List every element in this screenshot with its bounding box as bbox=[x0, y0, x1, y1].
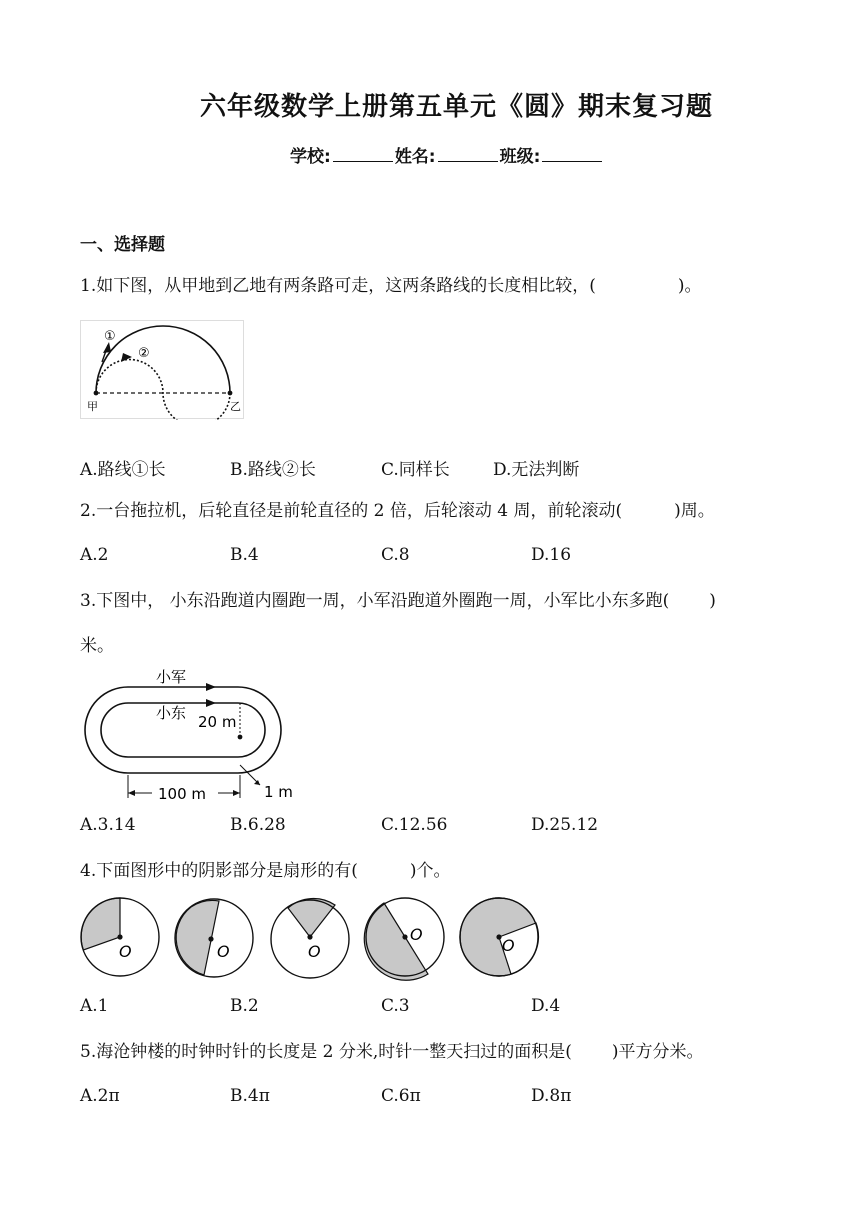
q2-option-d[interactable]: D.16 bbox=[531, 545, 572, 565]
svg-text:O: O bbox=[217, 942, 230, 961]
question-2-tail: )周。 bbox=[674, 501, 715, 521]
outer-track bbox=[85, 687, 281, 773]
svg-text:O: O bbox=[308, 942, 321, 961]
question-3-stem bbox=[80, 590, 716, 612]
length-label: 100 m bbox=[158, 785, 207, 803]
section-heading: 一、选择题 bbox=[80, 235, 165, 255]
svg-text:O: O bbox=[410, 925, 423, 944]
svg-text:O: O bbox=[502, 936, 515, 955]
route-figure bbox=[80, 320, 245, 420]
question-5-tail: )平方分米。 bbox=[611, 1042, 704, 1062]
end-point bbox=[228, 391, 233, 396]
question-5-text: 5.海沧钟楼的时钟时针的长度是 2 分米,时针一整天扫过的面积是( bbox=[80, 1042, 572, 1062]
school-blank bbox=[333, 145, 393, 162]
q1-option-b[interactable]: B.路线②长 bbox=[230, 460, 316, 480]
class-blank bbox=[542, 145, 602, 162]
question-4-tail: )个。 bbox=[409, 861, 451, 881]
q5-option-b[interactable]: B.4π bbox=[230, 1086, 270, 1106]
question-4-text: 4.下面图形中的阴影部分是扇形的有( bbox=[80, 861, 358, 881]
question-1-stem bbox=[80, 275, 702, 297]
start-label: 甲 bbox=[87, 400, 98, 413]
question-1-tail: )。 bbox=[677, 276, 702, 296]
outer-arrow bbox=[206, 683, 216, 691]
width-label: 1 m bbox=[264, 783, 293, 801]
outer-runner-label: 小军 bbox=[156, 668, 187, 686]
name-label: 姓名: bbox=[394, 147, 436, 167]
school-label: 学校: bbox=[290, 147, 331, 167]
inner-runner-label: 小东 bbox=[156, 704, 187, 722]
sector-circle-5 bbox=[460, 898, 538, 976]
question-3-text: 3.下图中， 小东沿跑道内圈跑一周，小军沿跑道外圈跑一周，小军比小东多跑( bbox=[80, 591, 670, 611]
question-2-stem bbox=[80, 500, 715, 522]
sector-circle-3 bbox=[271, 899, 349, 978]
q4-option-d[interactable]: D.4 bbox=[531, 996, 561, 1016]
start-point bbox=[94, 391, 99, 396]
track-center bbox=[238, 735, 243, 740]
radius-label: 20 m bbox=[198, 713, 237, 731]
inner-arrow bbox=[206, 699, 216, 707]
q3-option-a[interactable]: A.3.14 bbox=[80, 815, 136, 835]
q1-option-a[interactable]: A.路线①长 bbox=[80, 460, 166, 480]
q5-option-a[interactable]: A.2π bbox=[80, 1086, 120, 1106]
q4-option-c[interactable]: C.3 bbox=[381, 996, 410, 1016]
svg-text:O: O bbox=[119, 942, 132, 961]
q3-option-b[interactable]: B.6.28 bbox=[230, 815, 286, 835]
student-info bbox=[290, 142, 604, 167]
question-3-tail: ) bbox=[709, 591, 716, 611]
q4-option-b[interactable]: B.2 bbox=[230, 996, 259, 1016]
q2-option-a[interactable]: A.2 bbox=[80, 545, 109, 565]
page-title: 六年级数学上册第五单元《圆》期末复习题 bbox=[199, 92, 713, 122]
class-label: 班级: bbox=[499, 147, 541, 167]
question-3-unit: 米。 bbox=[80, 636, 114, 656]
sector-circle-4 bbox=[364, 898, 444, 980]
question-1-text: 1.如下图，从甲地到乙地有两条路可走，这两条路线的长度相比较，( bbox=[80, 276, 596, 296]
sector-figures bbox=[78, 893, 543, 983]
q1-option-c[interactable]: C.同样长 bbox=[381, 460, 450, 480]
question-4-stem bbox=[80, 860, 451, 882]
track-figure bbox=[78, 665, 303, 805]
question-2-text: 2.一台拖拉机，后轮直径是前轮直径的 2 倍，后轮滚动 4 周，前轮滚动( bbox=[80, 501, 623, 521]
q2-option-c[interactable]: C.8 bbox=[381, 545, 410, 565]
q1-option-d[interactable]: D.无法判断 bbox=[493, 460, 580, 480]
q3-option-d[interactable]: D.25.12 bbox=[531, 815, 599, 835]
sector-circle-1 bbox=[81, 898, 159, 976]
q4-option-a[interactable]: A.1 bbox=[80, 996, 109, 1016]
q5-option-c[interactable]: C.6π bbox=[381, 1086, 421, 1106]
question-5-stem bbox=[80, 1041, 704, 1063]
q3-option-c[interactable]: C.12.56 bbox=[381, 815, 448, 835]
route-2-label: ② bbox=[138, 346, 150, 361]
q2-option-b[interactable]: B.4 bbox=[230, 545, 259, 565]
route-1-label: ① bbox=[104, 329, 116, 344]
q5-option-d[interactable]: D.8π bbox=[531, 1086, 572, 1106]
sector-circle-2 bbox=[175, 899, 253, 977]
name-blank bbox=[438, 145, 498, 162]
end-label: 乙 bbox=[230, 400, 241, 413]
